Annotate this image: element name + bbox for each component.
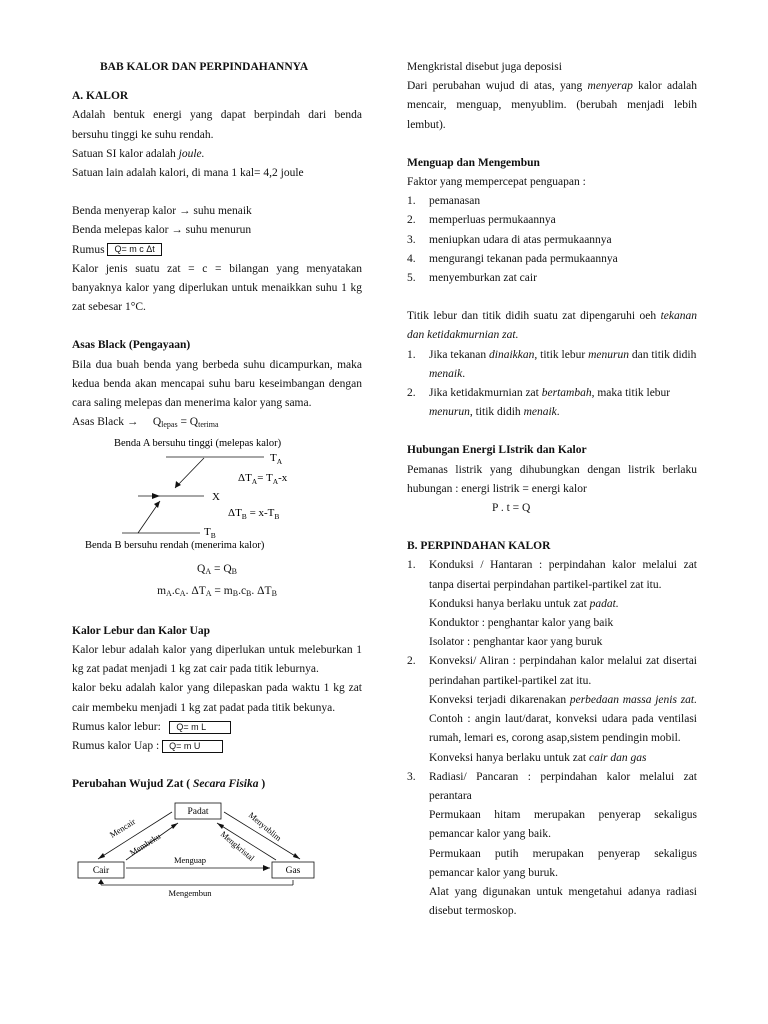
list-number: 2. xyxy=(407,387,416,400)
list-item xyxy=(407,556,697,652)
radiasi-definition: Radiasi/ Pancaran : perpindahan kalor melalui zat perantara xyxy=(429,770,697,802)
t1f: menaik xyxy=(429,367,463,380)
titik-em: tekanan dan ketidakmurnian zat. xyxy=(407,310,697,342)
absorb-pre: Dari perubahan wujud di atas, yang xyxy=(407,80,588,93)
b2-scope-em: cair dan gas xyxy=(589,751,647,764)
rumus-line xyxy=(72,241,362,260)
rumus-lebur-label: Rumus kalor lebur: xyxy=(72,720,161,733)
eq-mb-sub: B xyxy=(232,588,239,598)
qa-eq: = Q xyxy=(211,563,232,576)
asas-black-formula xyxy=(72,413,362,434)
t2e: , titik didih xyxy=(469,406,524,419)
mencair-arrow-head xyxy=(98,853,105,859)
benda-a-label: Benda A bersuhu tinggi (melepas kalor) xyxy=(114,438,282,450)
membeku-label: Membeku xyxy=(127,831,163,859)
arrow-down-head xyxy=(175,481,181,488)
konveksi-scope xyxy=(429,749,697,768)
t1g: . xyxy=(462,367,466,380)
qb-sub: B xyxy=(231,567,237,577)
list-item xyxy=(407,192,697,211)
mass-heat-equation xyxy=(72,582,362,603)
asas-black-paragraph: Bila dua buah benda yang berbeda suhu dicampurkan, maka kedua benda akan mencapai suhu baru keseimbangan dengan cara saling melepas dan menerima kalor yang sama. xyxy=(72,358,362,410)
rumus-lebur-box: Q= m L xyxy=(169,721,231,734)
list-item xyxy=(407,269,697,288)
section-a-heading: A. KALOR xyxy=(72,90,129,103)
termoskop-text: Alat yang digunakan untuk mengetahui adanya radiasi disebut termoskop. xyxy=(429,885,697,918)
eq-ma: m xyxy=(157,584,167,597)
list-number: 1. xyxy=(407,348,416,361)
menguap-label: Menguap xyxy=(173,855,207,866)
benda-b-label: Benda B bersuhu rendah (menerima kalor) xyxy=(85,540,265,552)
perubahan-wujud-heading xyxy=(72,775,362,794)
penguapan-intro: Faktor yang mempercepat penguapan : xyxy=(407,176,586,189)
x-arrow-head xyxy=(152,493,160,499)
list-number: 3. xyxy=(407,770,416,783)
list-item xyxy=(407,652,697,767)
list-item xyxy=(407,384,697,422)
b2-em: perbedaan massa jenis zat. xyxy=(569,693,697,706)
asas-black-heading: Asas Black (Pengayaan) xyxy=(72,339,191,352)
deposisi-text: Mengkristal disebut juga deposisi xyxy=(407,61,562,73)
absorb-heat-text: Benda menyerap kalor → suhu menaik xyxy=(72,205,252,218)
penguapan-list xyxy=(407,192,697,288)
list-text: mengurangi tekanan pada permukaannya xyxy=(429,252,618,265)
q-sub-lepas: lepas xyxy=(161,420,178,430)
ta-label: $T_A$ xyxy=(270,452,283,467)
b2-scope-pre: Konveksi hanya berlaku untuk zat xyxy=(429,751,589,764)
eq-dta: . ΔT xyxy=(185,584,206,597)
x-label: X xyxy=(212,491,220,504)
release-heat-text: Benda melepas kalor → suhu menurun xyxy=(72,224,252,237)
qa-qb-equation xyxy=(72,560,362,581)
list-item xyxy=(407,231,697,250)
t1e: dan titik didih xyxy=(628,348,697,361)
q-symbol: Q xyxy=(152,416,162,429)
b1-pre: Konduksi hanya berlaku untuk zat xyxy=(429,597,590,610)
list-text: menyemburkan zat cair xyxy=(429,272,537,285)
eq-ma-sub: A xyxy=(166,588,172,598)
konduksi-scope xyxy=(429,595,697,614)
mengkristal-arrow-head xyxy=(217,823,224,829)
listrik-paragraph: Pemanas listrik yang dihubungkan dengan listrik berlaku hubungan : energi listrik = energi kalor xyxy=(407,463,697,495)
konduktor-text: Konduktor : penghantar kalor yang baik xyxy=(429,617,614,630)
white-surface-text: Permukaan putih merupakan penyerap sekaligus pemancar kalor yang buruk. xyxy=(429,847,697,879)
eq-mb: = m xyxy=(211,584,233,597)
si-unit-em: joule. xyxy=(178,147,205,160)
t1b: dinaikkan xyxy=(489,348,535,361)
wujud-heading-post: ) xyxy=(258,778,266,791)
right-column xyxy=(407,58,697,921)
wujud-heading-pre: Perubahan Wujud Zat ( xyxy=(72,778,193,791)
absorb-post: kalor adalah mencair, menguap, menyublim. (berubah menjadi lebih lembut). xyxy=(407,80,697,131)
phase-change-diagram xyxy=(72,798,362,898)
list-number: 3. xyxy=(407,233,416,246)
arrow-down-line xyxy=(175,458,204,488)
rumus-lebur-line xyxy=(72,718,362,737)
list-item xyxy=(407,346,697,384)
mengembun-arrow-head xyxy=(98,879,104,884)
si-unit-text xyxy=(72,145,362,164)
eq-dtb-sub: B xyxy=(271,588,277,598)
isolator-text: Isolator : penghantar kaor yang buruk xyxy=(429,636,603,649)
rumus-uap-line xyxy=(72,737,362,756)
titik-lebur-paragraph xyxy=(407,307,697,345)
delta-ta-label: $\Delta T_A= T_A-x$ xyxy=(238,472,288,487)
t2a: Jika ketidakmurnian zat xyxy=(429,387,542,400)
t1d: menurun xyxy=(588,348,629,361)
list-number: 2. xyxy=(407,214,416,227)
t1c: , titik lebur xyxy=(534,348,589,361)
rumus-uap-label: Rumus kalor Uap : xyxy=(72,740,160,753)
list-text: pemanasan xyxy=(429,195,481,208)
list-item xyxy=(407,250,697,269)
qa-sub: A xyxy=(205,567,212,577)
si-unit-pre: Satuan SI kalor adalah xyxy=(72,147,179,160)
wujud-heading-em: Secara Fisika xyxy=(193,778,259,791)
list-number: 5. xyxy=(407,272,416,285)
list-number: 2. xyxy=(407,655,416,668)
gas-label: Gas xyxy=(285,866,301,877)
kalor-beku-paragraph: kalor beku adalah kalor yang dilepaskan pada waktu 1 kg zat cair membeku menjadi 1 kg zat padat pada titik bekunya. xyxy=(72,682,362,714)
kalor-definition: Adalah bentuk energi yang dapat berpindah dari benda bersuhu tinggi ke suhu rendah. xyxy=(72,109,362,141)
konveksi-definition: Konveksi/ Aliran : perpindahan kalor melalui zat disertai perindahan partikel-partikel zat itu. xyxy=(429,655,697,687)
list-number: 1. xyxy=(407,559,416,572)
tb-label: $T_B$ xyxy=(204,526,216,541)
konduksi-definition: Konduksi / Hantaran : perpindahan kalor melalui zat tanpa disertai perpindahan partikel-partikel zat itu. xyxy=(429,559,697,591)
eq-cb: .c xyxy=(238,584,247,597)
left-column xyxy=(72,58,362,898)
rumus-label: Rumus xyxy=(72,243,105,256)
listrik-equation: P . t = Q xyxy=(492,502,531,515)
padat-label: Padat xyxy=(187,807,209,818)
t2g: . xyxy=(556,406,560,419)
delta-tb-label: $\Delta T_B = x-T_B$ xyxy=(228,507,280,522)
eq-cb-sub: B xyxy=(246,588,252,598)
t2c: , maka titik lebur xyxy=(591,387,671,400)
q-eq: = Q xyxy=(177,416,199,429)
other-unit-text: Satuan lain adalah kalori, di mana 1 kal= 4,2 joule xyxy=(72,167,304,180)
cair-label: Cair xyxy=(92,866,110,877)
mencair-label: Mencair xyxy=(107,816,138,841)
t2f: menaik xyxy=(523,406,557,419)
t1a: Jika tekanan xyxy=(429,348,490,361)
titik-list xyxy=(407,346,697,423)
kalor-lebur-heading: Kalor Lebur dan Kalor Uap xyxy=(72,624,211,637)
absorb-phases-paragraph xyxy=(407,77,697,135)
menyublim-label: Menyublim xyxy=(246,810,284,844)
eq-ca-sub: A xyxy=(179,588,186,598)
eq-ca: .c xyxy=(171,584,180,597)
section-b-heading: B. PERPINDAHAN KALOR xyxy=(407,540,551,553)
menguap-arrow-head xyxy=(263,865,270,871)
b2-post: Contoh : angin laut/darat, konveksi udara pada ventilasi rumah, lemari es, corong asap,sistem pendingin mobil. xyxy=(429,713,697,745)
t2d: menurun xyxy=(429,406,470,419)
b1-em: padat. xyxy=(589,597,619,610)
black-surface-text: Permukaan hitam merupakan penyerap sekaligus pemancar kalor yang baik. xyxy=(429,809,697,841)
list-item xyxy=(407,768,697,922)
mengkristal-label: Mengkristal xyxy=(218,829,257,864)
arrow-up-head xyxy=(154,501,160,508)
list-text: memperluas permukaannya xyxy=(429,214,556,227)
eq-dtb: . ΔT xyxy=(251,584,272,597)
list-item xyxy=(407,211,697,230)
titik-pre: Titik lebur dan titik didih suatu zat dipengaruhi oeh xyxy=(407,310,661,323)
t2b: bertambah xyxy=(541,387,592,400)
listrik-heading: Hubungan Energi LIstrik dan Kalor xyxy=(407,444,587,457)
mengembun-label: Mengembun xyxy=(168,888,212,899)
asas-black-diagram xyxy=(72,434,362,556)
konveksi-cause xyxy=(429,691,697,749)
specific-heat-definition: Kalor jenis suatu zat = c = bilangan yang menyatakan banyaknya kalor yang diperlukan untuk menaikkan suhu 1 kg zat sebesar 1°C. xyxy=(72,262,362,314)
membeku-arrow-head xyxy=(171,823,178,829)
q-sub-terima: terima xyxy=(198,420,219,430)
list-number: 1. xyxy=(407,195,416,208)
list-number: 4. xyxy=(407,252,416,265)
document-title: BAB KALOR DAN PERPINDAHANNYA xyxy=(100,61,309,73)
absorb-em: menyerap xyxy=(587,80,633,93)
kalor-lebur-paragraph: Kalor lebur adalah kalor yang diperlukan untuk meleburkan 1 kg zat padat menjadi 1 kg zat cair pada titik leburnya. xyxy=(72,644,362,676)
rumus-box: Q= m c Δt xyxy=(107,243,161,256)
eq-dta-sub: A xyxy=(205,588,212,598)
menguap-heading: Menguap dan Mengembun xyxy=(407,156,540,169)
perpindahan-list xyxy=(407,556,697,921)
menyublim-arrow-head xyxy=(293,853,300,859)
rumus-uap-box: Q= m U xyxy=(162,740,223,753)
list-text: meniupkan udara di atas permukaannya xyxy=(429,233,612,246)
qa-symbol: Q xyxy=(197,563,206,576)
b2-pre: Konveksi terjadi dikarenakan xyxy=(429,693,570,706)
asas-black-label: Asas Black → xyxy=(72,416,139,429)
